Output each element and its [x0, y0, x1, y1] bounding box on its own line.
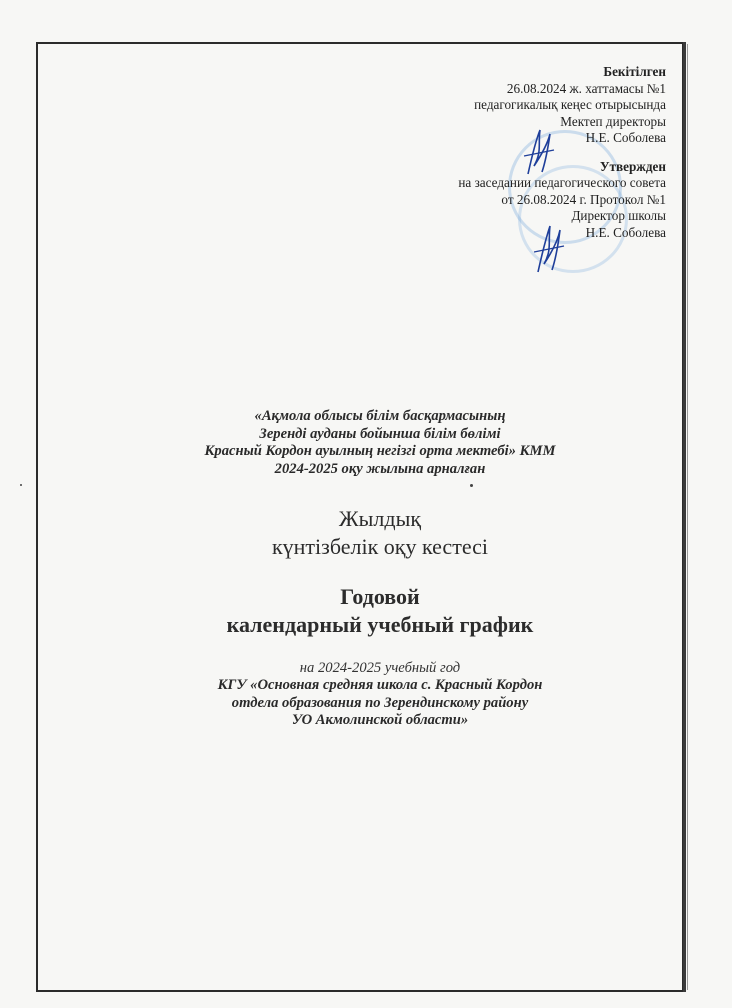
approval-kz-line1: 26.08.2024 ж. хаттамасы №1: [506, 80, 666, 96]
approval-kz-line2: педагогикалық кеңес отырысында: [474, 97, 666, 112]
approval-kz-line4: Н.Е. Соболева: [585, 130, 666, 145]
org-kz-line3: Красный Кордон ауылның негізгі орта мектебі» КММ: [204, 443, 556, 459]
title-ru-line2: календарный учебный график: [226, 612, 534, 637]
page-border-right-edge: [683, 42, 686, 992]
organization-header-kz: [160, 408, 600, 478]
org-kz-line4: 2024-2025 оқу жылына арналған: [274, 460, 486, 477]
approval-kz-line3: Мектеп директоры: [560, 113, 666, 129]
org-kz-line2: Зеренді ауданы бойынша білім бөлімі: [259, 425, 501, 442]
title-kz-line1: Жылдық: [338, 506, 422, 531]
org-kz-line1: «Ақмола облысы білім басқармасының: [254, 408, 506, 424]
approval-kz-heading: Бекітілген: [603, 64, 666, 79]
approval-ru-line1: на заседании педагогического совета: [458, 175, 666, 190]
approval-block: [366, 64, 666, 241]
scan-speck: [470, 484, 473, 487]
page-border-shadow: [687, 44, 688, 990]
title-ru: [150, 583, 610, 639]
approval-ru-line2: от 26.08.2024 г. Протокол №1: [501, 191, 666, 207]
title-ru-line1: Годовой: [340, 584, 420, 609]
school-ru-line2: отдела образования по Зерендинскому району: [231, 694, 529, 711]
approval-ru-line3: Директор школы: [571, 208, 666, 223]
director-signature-1: [520, 126, 560, 178]
scan-speck: [20, 484, 22, 486]
approval-ru-line4: Н.Е. Соболева: [585, 224, 666, 240]
approval-ru-heading: Утвержден: [599, 158, 666, 174]
school-ru-line1: КГУ «Основная средняя школа с. Красный Кордон: [217, 677, 543, 693]
school-name-ru: [130, 677, 630, 730]
academic-year: на 2024-2025 учебный год: [299, 660, 461, 676]
school-ru-line3: УО Акмолинской области»: [291, 712, 469, 728]
title-kz: [160, 505, 600, 561]
director-signature-2: [530, 222, 570, 274]
title-kz-line2: күнтізбелік оқу кестесі: [271, 534, 489, 559]
